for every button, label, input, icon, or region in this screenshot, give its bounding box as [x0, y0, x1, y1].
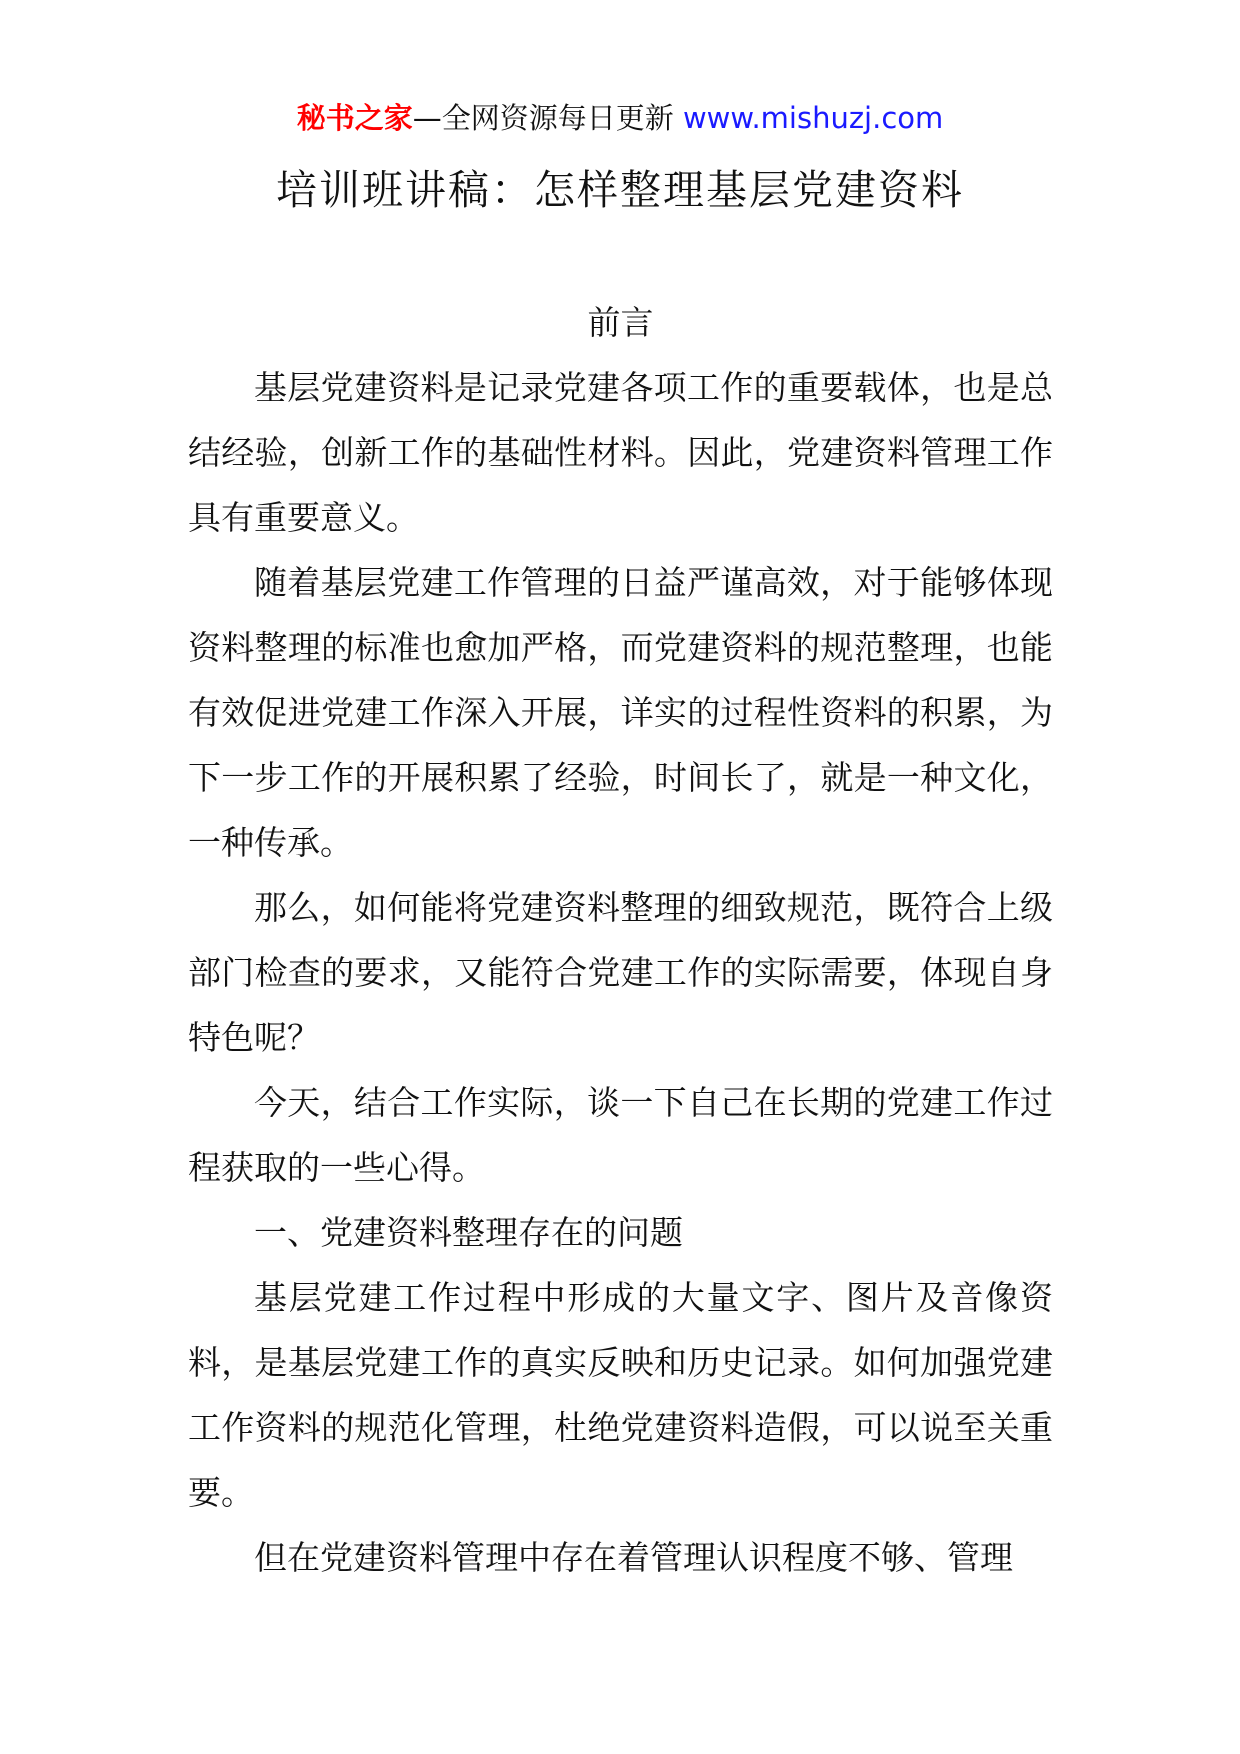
preface-heading: 前言 [587, 303, 654, 342]
site-brand: 秘书之家 [296, 101, 413, 135]
section-heading: 一、党建资料整理存在的问题 [254, 1213, 683, 1252]
body-paragraph: 但在党建资料管理中存在着管理认识程度不够、管理 [254, 1538, 1013, 1577]
document-body [188, 290, 1053, 1590]
site-header [0, 98, 1240, 138]
body-paragraph: 基层党建资料是记录党建各项工作的重要载体，也是总结经验，创新工作的基础性材料。因此，党建资料管理工作具有重要意义。 [188, 368, 1053, 537]
site-tagline: —全网资源每日更新 [412, 101, 674, 135]
body-paragraph: 随着基层党建工作管理的日益严谨高效，对于能够体现资料整理的标准也愈加严格，而党建资料的规范整理，也能有效促进党建工作深入开展，详实的过程性资料的积累，为下一步工作的开展积累了经验，时间长了，就是一种文化，一种传承。 [188, 563, 1053, 862]
body-paragraph: 那么，如何能将党建资料整理的细致规范，既符合上级部门检查的要求，又能符合党建工作的实际需要，体现自身特色呢？ [188, 888, 1053, 1057]
body-paragraph: 今天，结合工作实际，谈一下自己在长期的党建工作过程获取的一些心得。 [188, 1083, 1053, 1187]
site-url-link[interactable]: www.mishuzj.com [682, 101, 944, 135]
body-paragraph: 基层党建工作过程中形成的大量文字、图片及音像资料，是基层党建工作的真实反映和历史记录。如何加强党建工作资料的规范化管理，杜绝党建资料造假，可以说至关重要。 [188, 1278, 1053, 1512]
document-title: 培训班讲稿：怎样整理基层党建资料 [276, 166, 964, 214]
